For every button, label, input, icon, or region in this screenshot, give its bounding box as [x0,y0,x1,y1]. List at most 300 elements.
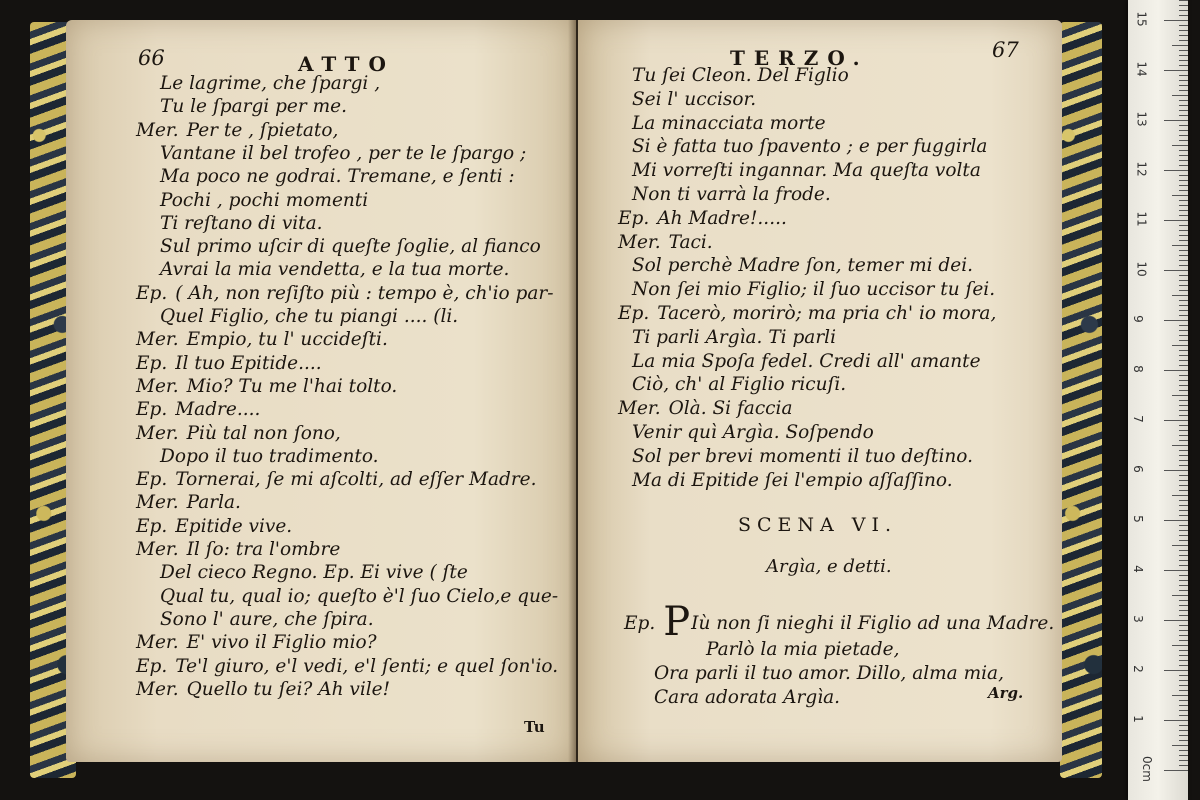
ruler-tick [1179,0,1188,1]
ruler-tick [1179,385,1188,386]
verse-line [160,608,374,631]
ruler-tick [1172,145,1188,146]
ruler-tick [1179,365,1188,366]
verse-line [160,142,526,165]
verse-line [632,64,849,87]
ruler-tick [1179,725,1188,726]
ruler-number: 11 [1134,211,1149,227]
verse-line [632,350,981,373]
ruler-tick [1179,455,1188,456]
verse-line [160,561,468,584]
speaker-label: Ep. [136,399,168,421]
ruler-number: 12 [1134,161,1149,177]
verse-text: Mio? Tu me l'hai tolto. [186,375,398,397]
ruler-tick [1179,480,1188,481]
ruler-tick [1179,575,1188,576]
verse-line [136,515,292,538]
ruler-tick [1179,150,1188,151]
ruler-tick [1179,700,1188,701]
ruler-tick [1179,555,1188,556]
ruler-tick [1172,445,1188,446]
ruler-tick [1179,755,1188,756]
ruler-tick [1179,180,1188,181]
verse-text: Non ti varrà la frode. [632,184,831,205]
ruler-tick [1172,195,1188,196]
right-folio: 67 [992,38,1019,62]
ruler-tick [1179,190,1188,191]
ruler-number: 4 [1130,565,1145,573]
ruler-tick [1164,420,1188,421]
speaker-label: Ep. [136,655,168,677]
verse-line [136,491,241,514]
ruler-tick [1164,120,1188,121]
verse-text: Vantane il bel trofeo , per te le ſpargo ; [160,142,527,164]
ruler-tick [1179,335,1188,336]
verse-text: Quel Figlio, che tu piangi .... (li. [160,306,459,327]
ruler-number: 1 [1130,715,1145,723]
ruler-tick [1179,475,1188,476]
ruler-tick [1179,55,1188,56]
ruler-tick [1179,680,1188,681]
speaker-label: Mer. [136,492,179,514]
ruler-tick [1179,655,1188,656]
verse-text: Taci. [668,231,713,253]
verse-text: Empio, tu l' uccideſti. [186,329,388,351]
verse-text: Del cieco Regno. Ep. Ei vive ( ſte [160,562,468,584]
ruler-tick [1179,740,1188,741]
speaker-label: Mer. [136,422,179,444]
ruler-tick [1172,545,1188,546]
verse-text: E' vivo il Figlio mio? [186,632,377,654]
ruler-number: 5 [1130,515,1145,523]
speaker-label: Ep. [136,469,168,491]
ruler-number: 6 [1130,465,1145,473]
ruler-tick [1179,185,1188,186]
verse-text: Sol per brevi momenti il tuo deſtino. [632,445,974,467]
marbled-cover-right [1060,22,1102,778]
verse-text: ( Ah, non reſiſto più : tempo è, ch'io par- [175,282,554,304]
verse-text: Qual tu, qual io; queſto è'l ſuo Cielo,e que- [160,585,559,607]
ruler-tick [1179,410,1188,411]
ruler-tick [1179,275,1188,276]
ruler-tick [1179,215,1188,216]
ruler-number: 3 [1130,615,1145,623]
ruler-tick [1179,505,1188,506]
ruler-tick [1179,550,1188,551]
verse-line [136,328,388,351]
ruler-tick [1179,10,1188,11]
ruler-tick [1179,710,1188,711]
verse-line [160,235,541,258]
measurement-ruler [1128,0,1188,800]
ruler-tick [1179,640,1188,641]
ruler-tick [1179,260,1188,261]
verse-text: Ma di Epitide ſei l'empio aſſaſſino. [632,469,953,491]
scene-heading: SCENA VI. [738,514,898,536]
verse-text: Mi vorreſti ingannar. Ma queſta volta [632,160,981,182]
ruler-tick [1179,80,1188,81]
ruler-tick [1179,50,1188,51]
verse-line [632,445,973,468]
speaker-label: Mer. [136,119,179,141]
ruler-tick [1164,170,1188,171]
verse-line [618,302,996,325]
verse-line [160,72,380,95]
verse-line [632,421,874,444]
ruler-tick [1179,510,1188,511]
verse-line [136,631,377,654]
left-page [66,20,576,762]
ruler-tick [1179,125,1188,126]
verse-text: Olà. Si faccia [668,398,793,420]
verse-line [632,469,953,492]
ruler-tick [1179,660,1188,661]
ruler-tick [1179,5,1188,6]
ruler-tick [1179,130,1188,131]
verse-line [618,207,787,230]
verse-line [624,599,1055,645]
verse-line [632,278,995,301]
ruler-tick [1179,485,1188,486]
ruler-tick [1179,750,1188,751]
ruler-tick [1179,580,1188,581]
ruler-tick [1179,110,1188,111]
ruler-tick [1179,15,1188,16]
verse-line [632,112,826,135]
ruler-tick [1179,115,1188,116]
ruler-tick [1179,540,1188,541]
ruler-tick [1179,635,1188,636]
ruler-tick [1164,70,1188,71]
ruler-tick [1179,140,1188,141]
ruler-number: 9 [1130,315,1145,323]
verse-line [160,445,379,468]
ruler-tick [1179,265,1188,266]
verse-text: Più tal non ſono, [186,422,341,444]
verse-text: Il tuo Epitide.... [175,352,322,374]
speaker-label: Ep. [136,515,168,537]
verse-text: Ciò, ch' al Figlio ricuſi. [632,374,847,396]
ruler-number: 2 [1130,665,1145,673]
ruler-tick [1179,60,1188,61]
ruler-tick [1179,90,1188,91]
ruler-tick [1179,715,1188,716]
ruler-tick [1179,690,1188,691]
ruler-tick [1179,730,1188,731]
ruler-tick [1179,430,1188,431]
ruler-tick [1164,370,1188,371]
verse-text: Ti parli Argìa. Ti parli [632,326,837,348]
ruler-tick [1179,665,1188,666]
ruler-tick [1179,355,1188,356]
ruler-tick [1172,245,1188,246]
verse-text: Sei l' uccisor. [632,88,757,110]
ruler-tick [1179,525,1188,526]
ruler-tick [1179,450,1188,451]
verse-line [632,88,756,111]
verse-line [160,585,558,608]
ruler-tick [1179,160,1188,161]
ruler-tick [1179,175,1188,176]
verse-text: La mia Spoſa fedel. Credi all' amante [632,350,981,372]
ruler-number: 7 [1130,415,1145,423]
verse-text: Venir quì Argìa. Soſpendo [632,422,874,443]
verse-line [632,135,987,158]
ruler-tick [1179,530,1188,531]
ruler-tick [1179,305,1188,306]
ruler-tick [1179,100,1188,101]
verse-text: Quello tu ſei? Ah vile! [186,678,391,700]
ruler-tick [1179,465,1188,466]
verse-text: Pochi , pochi momenti [160,189,369,211]
left-folio: 66 [138,46,165,70]
verse-line [136,398,260,421]
verse-text: Sol perchè Madre ſon, temer mi dei. [632,255,974,277]
verse-line [632,254,973,277]
ruler-tick [1164,220,1188,221]
verse-line [618,231,713,254]
ruler-tick [1179,65,1188,66]
verse-text: Iù non ſi nieghi il Figlio ad una Madre. [691,613,1055,634]
verse-line [136,375,397,398]
speaker-label: Mer. [136,539,179,560]
verse-line [160,95,347,118]
ruler-tick [1179,155,1188,156]
verse-line [136,655,558,678]
ruler-tick [1179,440,1188,441]
ruler-tick [1179,405,1188,406]
ruler-tick [1172,595,1188,596]
verse-line [136,352,322,375]
verse-line [136,119,338,142]
ruler-tick [1179,310,1188,311]
drop-cap: P [663,599,691,645]
ruler-tick [1179,200,1188,201]
speaker-label: Mer. [618,231,661,253]
ruler-tick [1179,135,1188,136]
ruler-tick [1179,590,1188,591]
left-catchword: Tu [524,718,545,736]
ruler-tick [1179,535,1188,536]
ruler-tick [1179,630,1188,631]
ruler-tick [1179,255,1188,256]
ruler-tick [1179,165,1188,166]
ruler-number: 0cm [1139,756,1154,782]
ruler-tick [1172,395,1188,396]
verse-text: Tu le ſpargi per me. [160,96,347,118]
right-page [578,20,1062,762]
speaker-label: Mer. [136,375,179,397]
verse-text: Per te , ſpietato, [186,119,339,141]
ruler-tick [1179,340,1188,341]
ruler-tick [1179,105,1188,106]
ruler-tick [1172,495,1188,496]
verse-line [632,373,846,396]
ruler-tick [1164,270,1188,271]
ruler-tick [1164,470,1188,471]
ruler-tick [1179,30,1188,31]
ruler-tick [1179,600,1188,601]
verse-text: La minacciata morte [632,112,826,134]
ruler-tick [1179,330,1188,331]
left-running-head: ATTO [298,52,395,76]
ruler-tick [1179,280,1188,281]
verse-text: Epitide vive. [175,515,293,537]
ruler-tick [1179,585,1188,586]
ruler-tick [1179,325,1188,326]
speaker-label: Ep. [136,352,168,374]
ruler-number: 15 [1134,11,1149,27]
verse-text: Sul primo uſcir di queſte ſoglie, al fianco [160,236,541,258]
ruler-tick [1172,645,1188,646]
ruler-tick [1179,675,1188,676]
ruler-tick [1164,670,1188,671]
verse-text: Cara adorata Argìa. [654,687,841,708]
ruler-tick [1172,295,1188,296]
ruler-tick [1179,350,1188,351]
ruler-tick [1164,720,1188,721]
ruler-tick [1179,560,1188,561]
speaker-label: Ep. [624,613,656,634]
verse-line [136,422,341,445]
verse-line [136,468,537,491]
ruler-tick [1179,380,1188,381]
verse-text: Si è fatta tuo ſpavento ; e per fuggirla [632,136,988,158]
ruler-tick [1179,375,1188,376]
ruler-tick [1179,625,1188,626]
ruler-tick [1179,400,1188,401]
verse-text: Ma poco ne godrai. Tremane, e ſenti : [160,166,515,188]
ruler-tick [1179,500,1188,501]
verse-text: Dopo il tuo tradimento. [160,445,379,467]
verse-text: Parla. [186,492,241,514]
verse-text: Avrai la mia vendetta, e la tua morte. [160,259,510,281]
ruler-tick [1179,315,1188,316]
ruler-tick [1179,605,1188,606]
ruler-number: 8 [1130,365,1145,373]
verse-line [706,638,899,661]
verse-text: Ti reſtano di vita. [160,212,323,234]
stage-direction: Argìa, e detti. [766,556,892,577]
verse-text: Madre.... [175,399,261,421]
ruler-tick [1179,285,1188,286]
ruler-tick [1179,685,1188,686]
speaker-label: Ep. [618,207,650,229]
verse-text: Le lagrime, che ſpargi , [160,73,381,94]
ruler-tick [1164,320,1188,321]
verse-text: Ah Madre!..... [657,207,787,229]
verse-line [136,282,554,305]
verse-text: Il ſo: tra l'ombre [186,539,341,560]
ruler-tick [1179,705,1188,706]
ruler-tick [1172,345,1188,346]
verse-text: Parlò la mia pietade, [706,639,900,660]
ruler-tick [1179,615,1188,616]
ruler-tick [1164,570,1188,571]
verse-text: Ora parli il tuo amor. Dillo, alma mia, [654,663,1004,684]
ruler-tick [1179,610,1188,611]
ruler-tick [1179,760,1188,761]
verse-line [632,183,831,206]
speaker-label: Ep. [136,282,168,304]
ruler-tick [1179,35,1188,36]
ruler-tick [1179,300,1188,301]
verse-line [160,165,515,188]
ruler-tick [1164,20,1188,21]
right-running-head: TERZO. [730,46,869,70]
verse-line [160,258,509,281]
speaker-label: Mer. [618,398,661,420]
ruler-tick [1179,765,1188,766]
verse-line [654,686,840,709]
ruler-tick [1179,205,1188,206]
ruler-tick [1179,360,1188,361]
ruler-tick [1179,290,1188,291]
verse-text: Tu ſei Cleon. Del Figlio [632,65,849,86]
verse-line [654,662,1004,685]
ruler-tick [1179,565,1188,566]
ruler-tick [1172,45,1188,46]
ruler-tick [1179,225,1188,226]
verse-line [136,678,390,701]
verse-line [618,397,792,420]
ruler-tick [1179,235,1188,236]
ruler-tick [1179,425,1188,426]
ruler-tick [1172,745,1188,746]
ruler-tick [1179,250,1188,251]
ruler-tick [1172,695,1188,696]
ruler-tick [1172,95,1188,96]
ruler-tick [1164,620,1188,621]
verse-line [136,538,340,561]
verse-text: Non ſei mio Figlio; il ſuo uccisor tu ſei. [632,279,996,301]
verse-line [632,326,836,349]
verse-line [160,305,458,328]
verse-text: Te'l giuro, e'l vedi, e'l ſenti; e quel ſon'io. [175,655,559,677]
ruler-tick [1179,435,1188,436]
ruler-tick [1179,230,1188,231]
ruler-tick [1179,75,1188,76]
ruler-number: 10 [1134,261,1149,277]
ruler-number: 14 [1134,61,1149,77]
ruler-tick [1179,460,1188,461]
verse-text: Tornerai, ſe mi aſcolti, ad eſſer Madre. [175,469,537,491]
verse-line [160,212,323,235]
verse-text: Tacerò, morirò; ma pria ch' io mora, [657,303,997,324]
ruler-tick [1164,770,1188,771]
speaker-label: Mer. [136,632,179,654]
ruler-tick [1179,515,1188,516]
right-catchword: Arg. [988,684,1024,702]
ruler-tick [1179,85,1188,86]
speaker-label: Mer. [136,329,179,351]
ruler-tick [1179,210,1188,211]
ruler-tick [1179,735,1188,736]
ruler-tick [1164,520,1188,521]
ruler-tick [1179,25,1188,26]
verse-line [632,159,981,182]
speaker-label: Ep. [618,303,650,324]
speaker-label: Mer. [136,678,179,700]
ruler-tick [1179,40,1188,41]
verse-text: Sono l' aure, che ſpira. [160,608,374,630]
ruler-number: 13 [1134,111,1149,127]
ruler-tick [1179,390,1188,391]
ruler-tick [1179,240,1188,241]
ruler-tick [1179,415,1188,416]
ruler-tick [1179,490,1188,491]
ruler-tick [1179,650,1188,651]
